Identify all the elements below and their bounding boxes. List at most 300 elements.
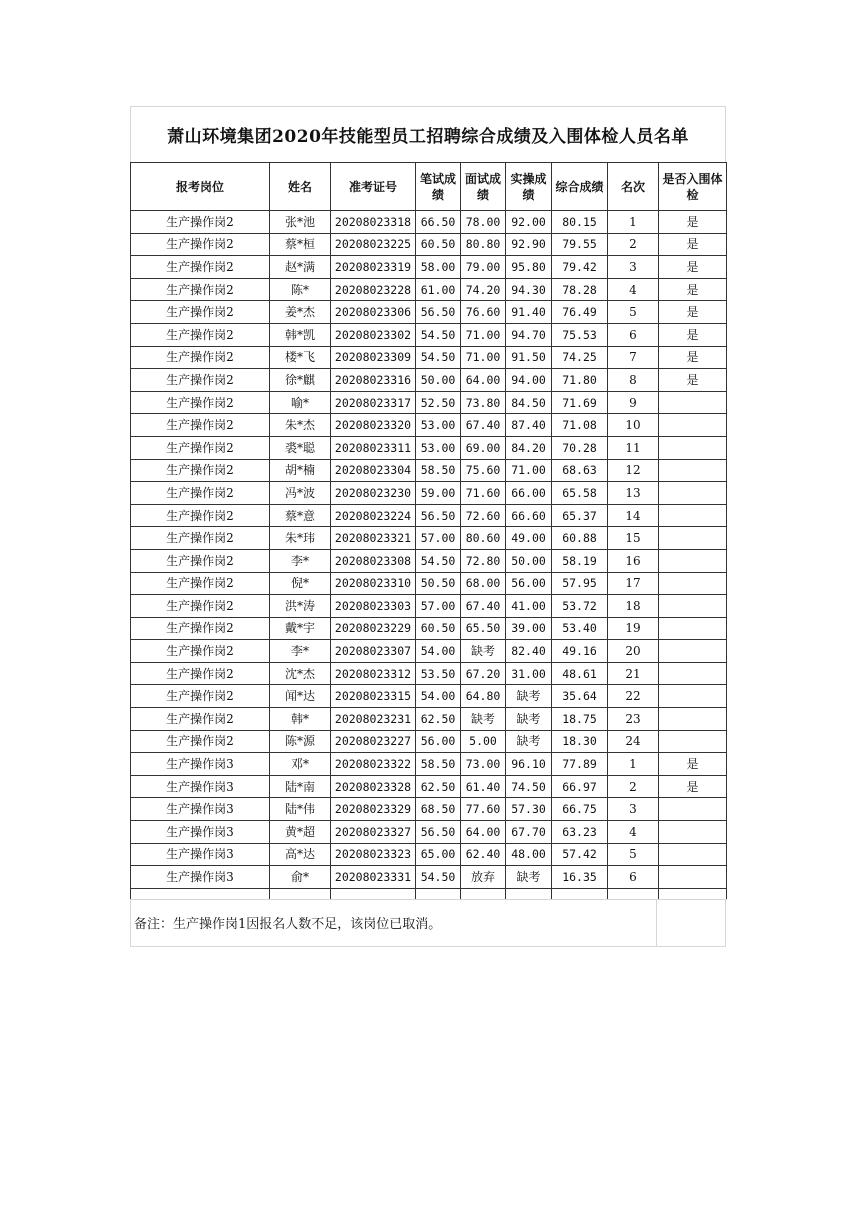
cell-physical: 是: [659, 278, 727, 301]
cell-post: 生产操作岗2: [131, 504, 270, 527]
table-row: [131, 775, 727, 798]
cell-practical: 66.00: [506, 482, 552, 505]
cell-interview: 71.00: [461, 346, 506, 369]
cell-written: 62.50: [416, 708, 461, 731]
cell-practical: 50.00: [506, 549, 552, 572]
cell-physical: 是: [659, 211, 727, 234]
cell-ticket: 20208023230: [331, 482, 416, 505]
cell-practical: 82.40: [506, 640, 552, 663]
cell-rank: 19: [608, 617, 659, 640]
cell-written: 54.50: [416, 323, 461, 346]
cell-total: 18.30: [552, 730, 608, 753]
header-physical: 是否入围体检: [659, 163, 727, 211]
table-row: [131, 436, 727, 459]
cell-post: 生产操作岗2: [131, 301, 270, 324]
cell-total: 71.08: [552, 414, 608, 437]
table-row: [131, 482, 727, 505]
cell-interview: 65.50: [461, 617, 506, 640]
cell-total: 75.53: [552, 323, 608, 346]
cell-ticket: 20208023319: [331, 256, 416, 279]
cell-name: 喻*: [270, 391, 331, 414]
cell-total: 66.75: [552, 798, 608, 821]
cell-rank: 13: [608, 482, 659, 505]
cell-physical: [659, 640, 727, 663]
cell-practical: 94.70: [506, 323, 552, 346]
cell-total: 77.89: [552, 753, 608, 776]
cell-name: 韩*凯: [270, 323, 331, 346]
cell-written: 59.00: [416, 482, 461, 505]
cell-ticket: 20208023303: [331, 595, 416, 618]
cell-written: 62.50: [416, 775, 461, 798]
cell-total: 63.23: [552, 821, 608, 844]
cell-rank: 12: [608, 459, 659, 482]
header-interview: 面试成绩: [461, 163, 506, 211]
cell-name: 邓*: [270, 753, 331, 776]
table-row: [131, 549, 727, 572]
cell-name: 俞*: [270, 866, 331, 889]
cell-total: 48.61: [552, 662, 608, 685]
table-row: [131, 730, 727, 753]
cell-name: 楼*飞: [270, 346, 331, 369]
cell-total: 18.75: [552, 708, 608, 731]
cell-written: 57.00: [416, 595, 461, 618]
cell-interview: 80.80: [461, 233, 506, 256]
cell-ticket: 20208023331: [331, 866, 416, 889]
cell-post: 生产操作岗2: [131, 323, 270, 346]
table-row: [131, 211, 727, 234]
cell-rank: 1: [608, 211, 659, 234]
cell-name: 朱*杰: [270, 414, 331, 437]
cell-interview: 放弃: [461, 866, 506, 889]
cell-total: 57.95: [552, 572, 608, 595]
cell-rank: 17: [608, 572, 659, 595]
cell-written: 54.50: [416, 549, 461, 572]
header-rank: 名次: [608, 163, 659, 211]
table-row: [131, 346, 727, 369]
cell-physical: [659, 662, 727, 685]
cell-physical: [659, 617, 727, 640]
cell-practical: 91.50: [506, 346, 552, 369]
header-total: 综合成绩: [552, 163, 608, 211]
cell-written: 54.00: [416, 685, 461, 708]
cell-ticket: 20208023307: [331, 640, 416, 663]
cell-practical: 缺考: [506, 866, 552, 889]
cell-written: 68.50: [416, 798, 461, 821]
cell-name: 李*: [270, 549, 331, 572]
cell-name: 姜*杰: [270, 301, 331, 324]
cell-post: 生产操作岗2: [131, 617, 270, 640]
cell-ticket: 20208023320: [331, 414, 416, 437]
cell-physical: [659, 391, 727, 414]
cell-ticket: 20208023224: [331, 504, 416, 527]
cell-interview: 76.60: [461, 301, 506, 324]
cell-rank: 6: [608, 323, 659, 346]
cell-interview: 5.00: [461, 730, 506, 753]
table-row: [131, 753, 727, 776]
cell-interview: 67.40: [461, 414, 506, 437]
cell-written: 58.50: [416, 753, 461, 776]
cell-ticket: 20208023327: [331, 821, 416, 844]
cell-physical: [659, 821, 727, 844]
cell-practical: 96.10: [506, 753, 552, 776]
cell-ticket: 20208023228: [331, 278, 416, 301]
cell-written: 56.50: [416, 821, 461, 844]
cell-rank: 3: [608, 798, 659, 821]
cell-interview: 67.20: [461, 662, 506, 685]
cell-total: 68.63: [552, 459, 608, 482]
note-side-cell: [656, 900, 725, 946]
cell-total: 78.28: [552, 278, 608, 301]
remark-note: 备注：生产操作岗1因报名人数不足，该岗位已取消。: [134, 917, 442, 933]
cell-total: 60.88: [552, 527, 608, 550]
cell-physical: 是: [659, 256, 727, 279]
cell-written: 54.50: [416, 346, 461, 369]
cell-interview: 61.40: [461, 775, 506, 798]
cell-physical: 是: [659, 301, 727, 324]
cell-ticket: 20208023315: [331, 685, 416, 708]
cell-name: 张*池: [270, 211, 331, 234]
cell-ticket: 20208023321: [331, 527, 416, 550]
cell-physical: [659, 482, 727, 505]
cell-interview: 74.20: [461, 278, 506, 301]
cell-written: 66.50: [416, 211, 461, 234]
cell-name: 陆*南: [270, 775, 331, 798]
cell-practical: 缺考: [506, 730, 552, 753]
cell-total: 49.16: [552, 640, 608, 663]
cell-interview: 68.00: [461, 572, 506, 595]
cell-total: 53.72: [552, 595, 608, 618]
cell-written: 58.50: [416, 459, 461, 482]
table-row: [131, 233, 727, 256]
cell-written: 60.50: [416, 617, 461, 640]
table-row: [131, 278, 727, 301]
cell-written: 50.50: [416, 572, 461, 595]
empty-cell: [552, 888, 608, 899]
table-row: [131, 504, 727, 527]
cell-name: 黄*超: [270, 821, 331, 844]
cell-post: 生产操作岗3: [131, 866, 270, 889]
cell-ticket: 20208023302: [331, 323, 416, 346]
cell-ticket: 20208023329: [331, 798, 416, 821]
cell-physical: [659, 595, 727, 618]
cell-name: 沈*杰: [270, 662, 331, 685]
table-row: [131, 414, 727, 437]
cell-name: 陈*源: [270, 730, 331, 753]
cell-written: 61.00: [416, 278, 461, 301]
cell-post: 生产操作岗3: [131, 821, 270, 844]
cell-rank: 4: [608, 821, 659, 844]
cell-interview: 缺考: [461, 708, 506, 731]
cell-post: 生产操作岗2: [131, 459, 270, 482]
cell-physical: [659, 572, 727, 595]
cell-rank: 24: [608, 730, 659, 753]
cell-practical: 87.40: [506, 414, 552, 437]
cell-name: 冯*波: [270, 482, 331, 505]
cell-physical: [659, 843, 727, 866]
empty-cell: [331, 888, 416, 899]
header-row: [131, 163, 727, 211]
cell-post: 生产操作岗2: [131, 369, 270, 392]
cell-practical: 66.60: [506, 504, 552, 527]
cell-interview: 62.40: [461, 843, 506, 866]
empty-cell: [461, 888, 506, 899]
note-row: [130, 900, 726, 947]
cell-physical: [659, 504, 727, 527]
cell-practical: 67.70: [506, 821, 552, 844]
cell-name: 倪*: [270, 572, 331, 595]
cell-interview: 缺考: [461, 640, 506, 663]
cell-name: 裘*聪: [270, 436, 331, 459]
cell-practical: 71.00: [506, 459, 552, 482]
cell-interview: 64.00: [461, 369, 506, 392]
cell-written: 58.00: [416, 256, 461, 279]
cell-total: 80.15: [552, 211, 608, 234]
cell-practical: 48.00: [506, 843, 552, 866]
cell-name: 蔡*桓: [270, 233, 331, 256]
cell-practical: 84.20: [506, 436, 552, 459]
document-title: 萧山环境集团2020年技能型员工招聘综合成绩及入围体检人员名单: [167, 127, 689, 147]
cell-rank: 15: [608, 527, 659, 550]
cell-rank: 21: [608, 662, 659, 685]
table-row: [131, 617, 727, 640]
cell-ticket: 20208023229: [331, 617, 416, 640]
title-cell: [130, 106, 726, 162]
table-row: [131, 821, 727, 844]
cell-name: 赵*满: [270, 256, 331, 279]
cell-interview: 71.60: [461, 482, 506, 505]
cell-ticket: 20208023312: [331, 662, 416, 685]
cell-post: 生产操作岗2: [131, 708, 270, 731]
cell-written: 53.00: [416, 436, 461, 459]
table-row: [131, 301, 727, 324]
cell-rank: 16: [608, 549, 659, 572]
cell-written: 52.50: [416, 391, 461, 414]
cell-rank: 5: [608, 843, 659, 866]
cell-post: 生产操作岗3: [131, 753, 270, 776]
table-row: [131, 843, 727, 866]
cell-ticket: 20208023318: [331, 211, 416, 234]
cell-rank: 7: [608, 346, 659, 369]
cell-written: 56.50: [416, 504, 461, 527]
header-ticket: 准考证号: [331, 163, 416, 211]
cell-total: 71.80: [552, 369, 608, 392]
cell-post: 生产操作岗2: [131, 662, 270, 685]
cell-rank: 9: [608, 391, 659, 414]
cell-physical: [659, 685, 727, 708]
cell-interview: 79.00: [461, 256, 506, 279]
cell-post: 生产操作岗2: [131, 211, 270, 234]
cell-ticket: 20208023322: [331, 753, 416, 776]
cell-practical: 57.30: [506, 798, 552, 821]
table-body: [131, 211, 727, 900]
cell-practical: 92.90: [506, 233, 552, 256]
cell-rank: 18: [608, 595, 659, 618]
cell-interview: 80.60: [461, 527, 506, 550]
empty-cell: [659, 888, 727, 899]
cell-total: 79.55: [552, 233, 608, 256]
cell-post: 生产操作岗2: [131, 527, 270, 550]
cell-rank: 1: [608, 753, 659, 776]
cell-practical: 74.50: [506, 775, 552, 798]
cell-written: 65.00: [416, 843, 461, 866]
cell-interview: 64.80: [461, 685, 506, 708]
table-row: [131, 662, 727, 685]
cell-practical: 91.40: [506, 301, 552, 324]
cell-practical: 39.00: [506, 617, 552, 640]
cell-post: 生产操作岗2: [131, 256, 270, 279]
table-row: [131, 391, 727, 414]
cell-physical: [659, 549, 727, 572]
table-row: [131, 595, 727, 618]
cell-name: 徐*麒: [270, 369, 331, 392]
table-row: [131, 685, 727, 708]
cell-rank: 4: [608, 278, 659, 301]
cell-name: 陈*: [270, 278, 331, 301]
cell-name: 蔡*意: [270, 504, 331, 527]
cell-practical: 缺考: [506, 685, 552, 708]
cell-written: 54.50: [416, 866, 461, 889]
cell-name: 朱*玮: [270, 527, 331, 550]
header-practical: 实操成绩: [506, 163, 552, 211]
cell-ticket: 20208023304: [331, 459, 416, 482]
table-row: [131, 256, 727, 279]
cell-ticket: 20208023227: [331, 730, 416, 753]
cell-total: 57.42: [552, 843, 608, 866]
cell-name: 李*: [270, 640, 331, 663]
blank-row: [131, 888, 727, 899]
cell-written: 54.00: [416, 640, 461, 663]
cell-post: 生产操作岗2: [131, 391, 270, 414]
cell-interview: 71.00: [461, 323, 506, 346]
cell-total: 16.35: [552, 866, 608, 889]
table-row: [131, 527, 727, 550]
cell-post: 生产操作岗2: [131, 595, 270, 618]
cell-interview: 69.00: [461, 436, 506, 459]
cell-name: 高*达: [270, 843, 331, 866]
cell-physical: [659, 459, 727, 482]
cell-rank: 8: [608, 369, 659, 392]
cell-rank: 5: [608, 301, 659, 324]
table-row: [131, 640, 727, 663]
cell-total: 71.69: [552, 391, 608, 414]
cell-interview: 64.00: [461, 821, 506, 844]
cell-name: 闻*达: [270, 685, 331, 708]
cell-practical: 84.50: [506, 391, 552, 414]
cell-ticket: 20208023311: [331, 436, 416, 459]
cell-rank: 11: [608, 436, 659, 459]
cell-practical: 56.00: [506, 572, 552, 595]
cell-written: 53.00: [416, 414, 461, 437]
cell-interview: 72.80: [461, 549, 506, 572]
cell-total: 70.28: [552, 436, 608, 459]
cell-name: 胡*楠: [270, 459, 331, 482]
empty-cell: [416, 888, 461, 899]
cell-total: 53.40: [552, 617, 608, 640]
cell-post: 生产操作岗3: [131, 798, 270, 821]
cell-practical: 92.00: [506, 211, 552, 234]
cell-interview: 78.00: [461, 211, 506, 234]
cell-physical: [659, 798, 727, 821]
cell-post: 生产操作岗2: [131, 346, 270, 369]
empty-cell: [608, 888, 659, 899]
score-sheet: [130, 106, 726, 947]
cell-rank: 2: [608, 775, 659, 798]
cell-written: 56.50: [416, 301, 461, 324]
cell-post: 生产操作岗2: [131, 685, 270, 708]
cell-ticket: 20208023328: [331, 775, 416, 798]
empty-cell: [131, 888, 270, 899]
empty-cell: [506, 888, 552, 899]
table-row: [131, 572, 727, 595]
cell-name: 陆*伟: [270, 798, 331, 821]
cell-rank: 23: [608, 708, 659, 731]
cell-physical: 是: [659, 323, 727, 346]
table-row: [131, 798, 727, 821]
cell-name: 戴*宇: [270, 617, 331, 640]
cell-physical: 是: [659, 233, 727, 256]
cell-post: 生产操作岗2: [131, 640, 270, 663]
cell-practical: 94.30: [506, 278, 552, 301]
header-written: 笔试成绩: [416, 163, 461, 211]
cell-practical: 31.00: [506, 662, 552, 685]
cell-physical: 是: [659, 775, 727, 798]
header-name: 姓名: [270, 163, 331, 211]
cell-ticket: 20208023310: [331, 572, 416, 595]
cell-post: 生产操作岗2: [131, 730, 270, 753]
cell-rank: 3: [608, 256, 659, 279]
cell-physical: [659, 730, 727, 753]
results-table: [130, 162, 727, 900]
table-row: [131, 866, 727, 889]
cell-ticket: 20208023225: [331, 233, 416, 256]
cell-practical: 41.00: [506, 595, 552, 618]
cell-post: 生产操作岗2: [131, 572, 270, 595]
table-row: [131, 708, 727, 731]
cell-post: 生产操作岗2: [131, 414, 270, 437]
cell-practical: 95.80: [506, 256, 552, 279]
cell-interview: 77.60: [461, 798, 506, 821]
cell-rank: 20: [608, 640, 659, 663]
cell-interview: 75.60: [461, 459, 506, 482]
cell-ticket: 20208023309: [331, 346, 416, 369]
empty-cell: [270, 888, 331, 899]
cell-post: 生产操作岗3: [131, 843, 270, 866]
cell-practical: 94.00: [506, 369, 552, 392]
cell-ticket: 20208023323: [331, 843, 416, 866]
cell-post: 生产操作岗2: [131, 278, 270, 301]
header-post: 报考岗位: [131, 163, 270, 211]
cell-written: 50.00: [416, 369, 461, 392]
cell-total: 79.42: [552, 256, 608, 279]
cell-physical: [659, 527, 727, 550]
cell-ticket: 20208023317: [331, 391, 416, 414]
cell-rank: 10: [608, 414, 659, 437]
cell-name: 洪*涛: [270, 595, 331, 618]
cell-ticket: 20208023308: [331, 549, 416, 572]
cell-total: 58.19: [552, 549, 608, 572]
cell-written: 57.00: [416, 527, 461, 550]
cell-total: 74.25: [552, 346, 608, 369]
cell-interview: 73.80: [461, 391, 506, 414]
cell-rank: 14: [608, 504, 659, 527]
cell-post: 生产操作岗2: [131, 549, 270, 572]
cell-rank: 6: [608, 866, 659, 889]
cell-total: 66.97: [552, 775, 608, 798]
cell-total: 35.64: [552, 685, 608, 708]
cell-physical: 是: [659, 369, 727, 392]
table-row: [131, 323, 727, 346]
cell-physical: 是: [659, 346, 727, 369]
